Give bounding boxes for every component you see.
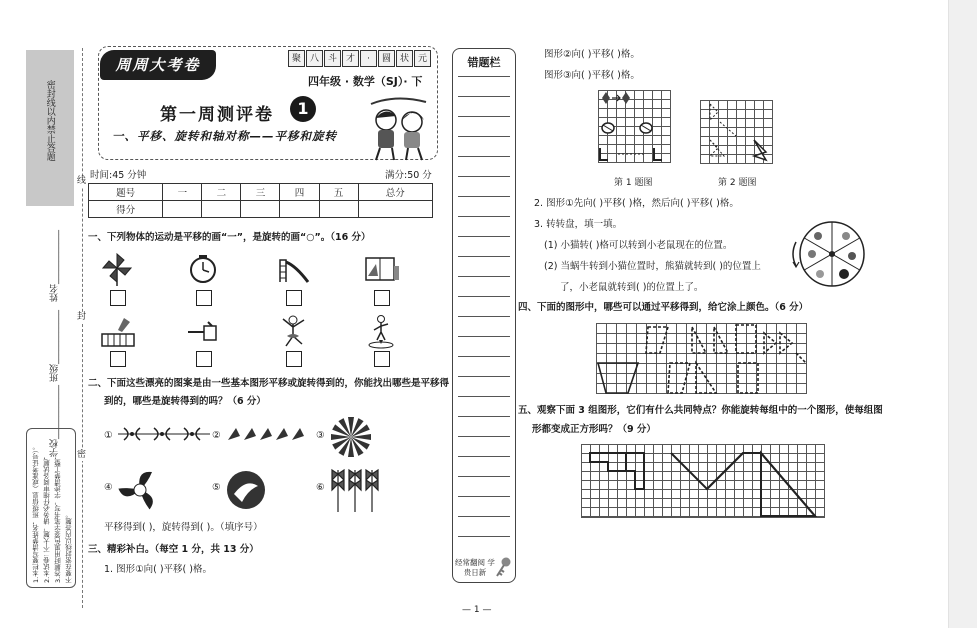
seal-warning-strip: [26, 50, 74, 206]
q5-title-cont: 形都变成正方形吗？（9 分）: [532, 424, 656, 435]
window-icon: [364, 256, 400, 284]
score-header-cell: 四: [280, 184, 319, 201]
pattern-3-icon: [328, 414, 374, 460]
grade-subject: 四年级 · 数学（SJ）· 下: [308, 75, 423, 88]
error-line[interactable]: [458, 236, 510, 237]
motto-char: 斗: [324, 50, 341, 67]
seal-warning-text: 密封线以内禁止答题: [44, 80, 55, 161]
page-number: — 1 —: [462, 605, 492, 615]
notice-line-4: 不要在密封线以内答题。: [65, 511, 73, 583]
q5-title: 五、观察下面 3 组图形，它们有什么共同特点？你能旋转每组中的一个图形，使每组图: [518, 405, 883, 416]
q2-answer-line[interactable]: 平移得到( )，旋转得到( )。（填序号）: [104, 522, 263, 533]
score-input-cell[interactable]: [202, 201, 241, 218]
q1-answer-box[interactable]: [374, 290, 390, 306]
error-line[interactable]: [458, 136, 510, 137]
error-line[interactable]: [458, 196, 510, 197]
q2-label-2: ②: [212, 430, 221, 441]
table-row: [89, 201, 433, 218]
q3-line-4[interactable]: 2. 图形①先向( )平移( )格，然后向( )平移( )格。: [534, 198, 739, 209]
motto-char: 聚: [288, 50, 305, 67]
error-line[interactable]: [458, 336, 510, 337]
q3-line-5: 3. 转转盘，填一填。: [534, 219, 623, 230]
score-input-cell[interactable]: [241, 201, 280, 218]
right-margin: [948, 0, 977, 628]
score-row-label: 得分: [89, 201, 163, 218]
q3-line-1[interactable]: 1. 图形①向( )平移( )格。: [104, 564, 212, 575]
score-header-cell: 三: [241, 184, 280, 201]
error-line[interactable]: [458, 276, 510, 277]
error-line[interactable]: [458, 456, 510, 457]
score-input-cell[interactable]: [358, 201, 432, 218]
q3-line-2[interactable]: 图形②向( )平移( )格。: [544, 49, 640, 60]
error-line[interactable]: [458, 376, 510, 377]
top-icon: [366, 314, 396, 350]
pattern-5-icon: [224, 468, 268, 512]
page-title: 第一周测评卷: [160, 105, 274, 125]
q2-label-4: ④: [104, 482, 113, 493]
figure-1-shapes: [598, 90, 672, 164]
pattern-6-icon: [330, 466, 380, 514]
error-line[interactable]: [458, 296, 510, 297]
error-line[interactable]: [458, 516, 510, 517]
error-column-footer: 经常翻阅 学贵日新: [455, 558, 495, 577]
score-table: [88, 183, 433, 218]
seal-mark-line: 线: [77, 176, 87, 186]
key-icon: [494, 556, 512, 578]
motto-boxes: [288, 50, 431, 67]
motto-char: 才: [342, 50, 359, 67]
kids-illustration-icon: [366, 94, 436, 162]
exam-time: 时间:45 分钟: [90, 170, 147, 181]
error-line[interactable]: [458, 416, 510, 417]
exam-full-score: 满分:50 分: [385, 170, 432, 181]
error-line[interactable]: [458, 256, 510, 257]
notice-line-3: 3.答题时用黑色签字笔书写，字迹清楚工整，: [54, 453, 62, 583]
q1-answer-box[interactable]: [286, 290, 302, 306]
figure-2-shapes: [700, 100, 774, 164]
q2-title-cont: 到的，哪些是旋转得到的吗？（6 分）: [104, 396, 266, 407]
q2-label-6: ⑥: [316, 482, 325, 493]
motto-char: 状: [396, 50, 413, 67]
error-line[interactable]: [458, 216, 510, 217]
error-line[interactable]: [458, 76, 510, 77]
error-line[interactable]: [458, 496, 510, 497]
score-input-cell[interactable]: [319, 201, 358, 218]
slide-icon: [276, 254, 310, 284]
q5-shapes: [581, 444, 826, 519]
motto-char: 元: [414, 50, 431, 67]
exam-number-badge: 1: [290, 96, 316, 122]
name-field[interactable]: 姓名____________: [50, 230, 60, 302]
q1-answer-box[interactable]: [286, 351, 302, 367]
error-line[interactable]: [458, 156, 510, 157]
pencil-sharpener-icon: [186, 318, 220, 346]
error-line[interactable]: [458, 96, 510, 97]
score-header-cell: 题号: [89, 184, 163, 201]
error-line[interactable]: [458, 116, 510, 117]
q2-label-3: ③: [316, 430, 325, 441]
q2-label-1: ①: [104, 430, 113, 441]
unit-subtitle: 一、平移、旋转和轴对称——平移和旋转: [112, 129, 337, 143]
notice-line-2: 2.本试卷二个大题，请务必仔细审阅各试题，: [43, 453, 51, 583]
error-line[interactable]: [458, 536, 510, 537]
motto-char: ·: [360, 50, 377, 67]
q1-answer-box[interactable]: [110, 290, 126, 306]
q4-shapes: [596, 323, 808, 395]
clock-icon: [188, 254, 218, 284]
score-input-cell[interactable]: [163, 201, 202, 218]
pattern-1-icon: [118, 424, 210, 444]
pattern-4-icon: [118, 468, 162, 512]
figure-1-caption: 第 1 题图: [614, 178, 653, 188]
figure-2-caption: 第 2 题图: [718, 178, 757, 188]
error-column-title: 错题栏: [467, 56, 501, 69]
abacus-icon: [100, 316, 136, 348]
spinner-wheel-icon: [788, 214, 868, 294]
table-row: [89, 184, 433, 201]
q3-line-8[interactable]: 了，小老鼠就转到( )的位置上了。: [560, 282, 704, 293]
windmill-icon: [102, 252, 132, 286]
error-line[interactable]: [458, 356, 510, 357]
seal-mark-secret: 密: [77, 450, 87, 460]
seal-mark-seal: 封: [77, 312, 87, 322]
q1-title: 一、下列物体的运动是平移的画“一”，是旋转的画“○”。（16 分）: [88, 232, 371, 243]
class-field[interactable]: 班级____________: [50, 310, 60, 382]
q3-line-7[interactable]: (2) 当蜗牛转到小猫位置时，熊猫就转到( )的位置上: [544, 261, 761, 272]
score-header-cell: 总分: [358, 184, 432, 201]
dancer-icon: [278, 314, 308, 348]
q1-answer-box[interactable]: [196, 351, 212, 367]
error-line[interactable]: [458, 396, 510, 397]
q2-label-5: ⑤: [212, 482, 221, 493]
score-header-cell: 一: [163, 184, 202, 201]
error-line[interactable]: [458, 316, 510, 317]
motto-char: 圆: [378, 50, 395, 67]
q1-answer-box[interactable]: [196, 290, 212, 306]
q3-title: 三、精彩补白。（每空 1 分，共 13 分）: [88, 544, 259, 555]
school-field[interactable]: 学校____________: [50, 385, 60, 457]
error-line[interactable]: [458, 476, 510, 477]
q1-answer-box[interactable]: [110, 351, 126, 367]
motto-char: 八: [306, 50, 323, 67]
score-header-cell: 二: [202, 184, 241, 201]
seal-line: [82, 48, 83, 608]
q1-answer-box[interactable]: [374, 351, 390, 367]
q2-title: 二、下面这些漂亮的图案是由一些基本图形平移或旋转得到的，你能找出哪些是平移得: [88, 378, 450, 389]
q3-line-6[interactable]: (1) 小猫转( )格可以转到小老鼠现在的位置。: [544, 240, 733, 251]
pattern-2-icon: [226, 424, 306, 444]
q4-title: 四、下面的图形中，哪些可以通过平移得到，给它涂上颜色。（6 分）: [518, 302, 809, 313]
score-header-cell: 五: [319, 184, 358, 201]
error-line[interactable]: [458, 176, 510, 177]
score-input-cell[interactable]: [280, 201, 319, 218]
notice-line-1: 1.本栏要写清楚姓名，班级信息（或准考证号）。: [32, 443, 40, 583]
q3-line-3[interactable]: 图形③向( )平移( )格。: [544, 70, 640, 81]
exam-notice-box: [26, 428, 76, 588]
brand-logo: 周周大考卷: [100, 50, 216, 80]
error-line[interactable]: [458, 436, 510, 437]
